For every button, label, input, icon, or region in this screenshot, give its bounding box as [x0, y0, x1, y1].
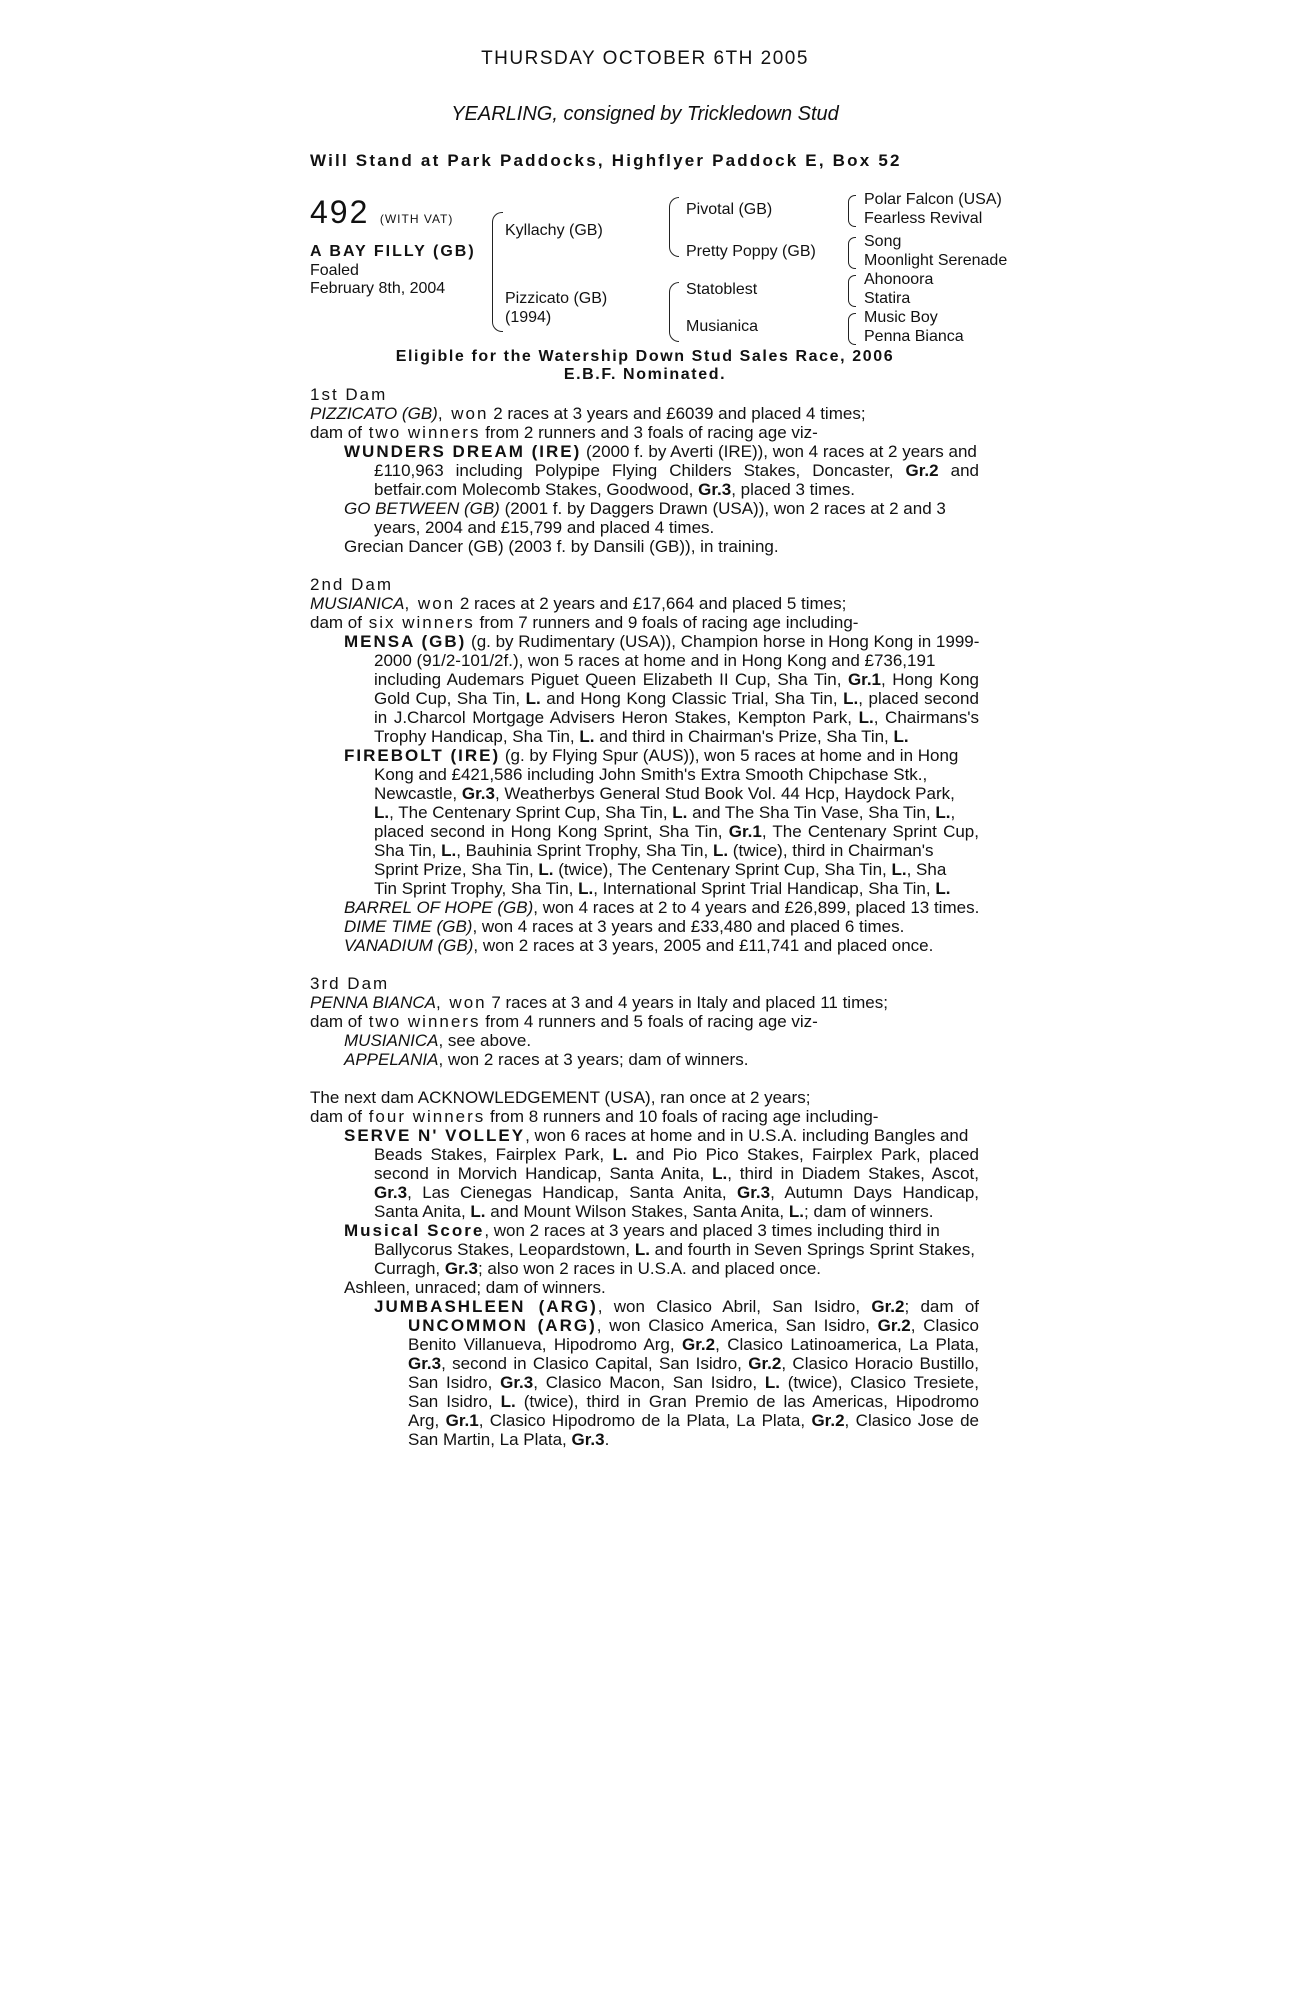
brace-gen3-d [848, 313, 856, 345]
brace-gen3-a [848, 195, 856, 227]
first-dam-produce: dam of two winners from 2 runners and 3 foals of racing age viz- [310, 423, 818, 442]
second-dam-record: MUSIANICA, won 2 races at 2 years and £17,664 and placed 5 times; [310, 594, 847, 613]
progeny-line: second in Morvich Handicap, Santa Anita, L., third in Diadem Stakes, Ascot, [374, 1164, 980, 1183]
ped-dd-dam: Penna Bianca [864, 328, 964, 345]
progeny-line: 2000 (91/2-101/2f.), won 5 races at home and in Hong Kong and £736,191 [374, 651, 936, 670]
first-dam-record: PIZZICATO (GB), won 2 races at 3 years and £6039 and placed 4 times; [310, 404, 866, 423]
progeny-line: Beads Stakes, Fairplex Park, L. and Pio Pico Stakes, Fairplex Park, placed [374, 1145, 979, 1164]
third-dam-record: PENNA BIANCA, won 7 races at 3 and 4 years in Italy and placed 11 times; [310, 993, 888, 1012]
ped-dam-year: (1994) [505, 309, 552, 326]
progeny-line: Santa Anita, L. and Mount Wilson Stakes, Santa Anita, L.; dam of winners. [374, 1202, 934, 1221]
progeny-line: L., The Centenary Sprint Cup, Sha Tin, L. and The Sha Tin Vase, Sha Tin, L., [374, 803, 956, 822]
progeny-line: including Audemars Piguet Queen Elizabeth II Cup, Sha Tin, Gr.1, Hong Kong [374, 670, 980, 689]
progeny-appelania: APPELANIA, won 2 races at 3 years; dam of winners. [344, 1050, 749, 1069]
progeny-line: Trophy Handicap, Sha Tin, L. and third in Chairman's Prize, Sha Tin, L. [374, 727, 909, 746]
lot-number: 492 [310, 194, 370, 230]
progeny-line: San Isidro, L. (twice), third in Gran Premio de las Americas, Hipodromo [408, 1392, 979, 1411]
progeny-grecian-dancer: Grecian Dancer (GB) (2003 f. by Dansili (GB)), in training. [344, 537, 779, 556]
progeny-go-between: GO BETWEEN (GB) (2001 f. by Daggers Drawn (USA)), won 2 races at 2 and 3 [344, 499, 946, 518]
ped-dam-dam: Musianica [686, 318, 759, 335]
third-dam-name: PENNA BIANCA [310, 993, 436, 1012]
progeny-line: Tin Sprint Trophy, Sha Tin, L., International Sprint Trial Handicap, Sha Tin, L. [374, 879, 951, 898]
eligibility-line: Eligible for the Watership Down Stud Sales Race, 2006 [395, 348, 895, 365]
progeny-line: Kong and £421,586 including John Smith's Extra Smooth Chipchase Stk., [374, 765, 928, 784]
progeny-line: Newcastle, Gr.3, Weatherbys General Stud Book Vol. 44 Hcp, Haydock Park, [374, 784, 955, 803]
progeny-line: Benito Villanueva, Hipodromo Arg, Gr.2, Clasico Latinoamerica, La Plata, [408, 1335, 979, 1354]
progeny-line: Sprint Prize, Sha Tin, L. (twice), The Centenary Sprint Cup, Sha Tin, L., Sha [374, 860, 947, 879]
consignor-line: YEARLING, consigned by Trickledown Stud [451, 103, 839, 125]
third-dam-produce: dam of two winners from 4 runners and 5 foals of racing age viz- [310, 1012, 818, 1031]
progeny-line: years, 2004 and £15,799 and placed 4 times. [374, 518, 715, 537]
ped-sd-dam: Moonlight Serenade [864, 252, 1008, 269]
progeny-ashleen: Ashleen, unraced; dam of winners. [344, 1278, 606, 1297]
progeny-musianica: MUSIANICA, see above. [344, 1031, 532, 1050]
next-dam-produce: dam of four winners from 8 runners and 10 foals of racing age including- [310, 1107, 879, 1126]
ped-ss-sire: Polar Falcon (USA) [864, 191, 1002, 208]
progeny-line: San Isidro, Gr.3, Clasico Macon, San Isidro, L. (twice), Clasico Tresiete, [408, 1373, 979, 1392]
progeny-barrel-of-hope: BARREL OF HOPE (GB), won 4 races at 2 to 4 years and £26,899, placed 13 times. [344, 898, 980, 917]
brace-gen3-b [848, 237, 856, 269]
next-dam-intro: The next dam ACKNOWLEDGEMENT (USA), ran once at 2 years; [310, 1088, 811, 1107]
vat-note: (WITH VAT) [379, 212, 454, 226]
progeny-firebolt: FIREBOLT (IRE) (g. by Flying Spur (AUS)), won 5 races at home and in Hong [344, 746, 959, 765]
foaled-label: Foaled [310, 262, 359, 279]
ped-ds-sire: Ahonoora [864, 271, 934, 288]
ped-sire-sire: Pivotal (GB) [686, 201, 773, 218]
progeny-line: Ballycorus Stakes, Leopardstown, L. and fourth in Seven Springs Sprint Stakes, [374, 1240, 976, 1259]
brace-dam-parents [669, 282, 679, 342]
sale-date: THURSDAY OCTOBER 6TH 2005 [481, 48, 809, 69]
progeny-dime-time: DIME TIME (GB), won 4 races at 3 years and £33,480 and placed 6 times. [344, 917, 905, 936]
ped-ds-dam: Statira [864, 290, 911, 307]
stand-location: Will Stand at Park Paddocks, Highflyer Paddock E, Box 52 [310, 151, 902, 170]
ped-sire: Kyllachy (GB) [505, 222, 603, 239]
ped-dd-sire: Music Boy [864, 309, 938, 326]
progeny-line: Curragh, Gr.3; also won 2 races in U.S.A. and placed once. [374, 1259, 821, 1278]
first-dam-heading: 1st Dam [310, 385, 388, 404]
lot-description: A BAY FILLY (GB) [310, 243, 476, 260]
progeny-line: Sha Tin, L., Bauhinia Sprint Trophy, Sha Tin, L. (twice), third in Chairman's [374, 841, 934, 860]
progeny-line: San Martin, La Plata, Gr.3. [408, 1430, 610, 1449]
first-dam-name: PIZZICATO (GB) [310, 404, 438, 423]
progeny-line: in J.Charcol Mortgage Advisers Heron Stakes, Kempton Park, L., Chairmans's [374, 708, 979, 727]
brace-sire-parents [669, 197, 679, 257]
ped-dam: Pizzicato (GB) [505, 290, 608, 307]
ped-sire-dam: Pretty Poppy (GB) [686, 243, 816, 260]
progeny-line: Gold Cup, Sha Tin, L. and Hong Kong Classic Trial, Sha Tin, L., placed second [374, 689, 979, 708]
progeny-vanadium: VANADIUM (GB), won 2 races at 3 years, 2005 and £11,741 and placed once. [344, 936, 934, 955]
lot-number-block [310, 194, 453, 231]
ped-sd-sire: Song [864, 233, 902, 250]
progeny-line: Gr.3, Las Cienegas Handicap, Santa Anita, Gr.3, Autumn Days Handicap, [374, 1183, 979, 1202]
progeny-musical-score: Musical Score, won 2 races at 3 years and placed 3 times including third in [344, 1221, 940, 1240]
progeny-mensa: MENSA (GB) (g. by Rudimentary (USA)), Champion horse in Hong Kong in 1999- [344, 632, 980, 651]
progeny-line: £110,963 including Polypipe Flying Childers Stakes, Doncaster, Gr.2 and [374, 461, 979, 480]
ped-dam-sire: Statoblest [686, 281, 758, 298]
progeny-serve-n-volley: SERVE N' VOLLEY, won 6 races at home and in U.S.A. including Bangles and [344, 1126, 969, 1145]
progeny-jumbashleen: JUMBASHLEEN (ARG), won Clasico Abril, San Isidro, Gr.2; dam of [374, 1297, 979, 1316]
ped-ss-dam: Fearless Revival [864, 210, 983, 227]
brace-sire-dam [492, 212, 503, 332]
foaled-date: February 8th, 2004 [310, 280, 446, 297]
second-dam-name: MUSIANICA [310, 594, 405, 613]
third-dam-heading: 3rd Dam [310, 974, 390, 993]
progeny-line: placed second in Hong Kong Sprint, Sha Tin, Gr.1, The Centenary Sprint Cup, [374, 822, 979, 841]
second-dam-heading: 2nd Dam [310, 575, 393, 594]
second-dam-produce: dam of six winners from 7 runners and 9 foals of racing age including- [310, 613, 859, 632]
brace-gen3-c [848, 275, 856, 307]
progeny-line: Gr.3, second in Clasico Capital, San Isidro, Gr.2, Clasico Horacio Bustillo, [408, 1354, 979, 1373]
progeny-uncommon: UNCOMMON (ARG), won Clasico America, San Isidro, Gr.2, Clasico [408, 1316, 979, 1335]
ebf-line: E.B.F. Nominated. [563, 366, 727, 383]
progeny-wunders-dream: WUNDERS DREAM (IRE) (2000 f. by Averti (IRE)), won 4 races at 2 years and [344, 442, 977, 461]
progeny-line: Arg, Gr.1, Clasico Hipodromo de la Plata, La Plata, Gr.2, Clasico Jose de [408, 1411, 980, 1430]
progeny-line: betfair.com Molecomb Stakes, Goodwood, Gr.3, placed 3 times. [374, 480, 855, 499]
